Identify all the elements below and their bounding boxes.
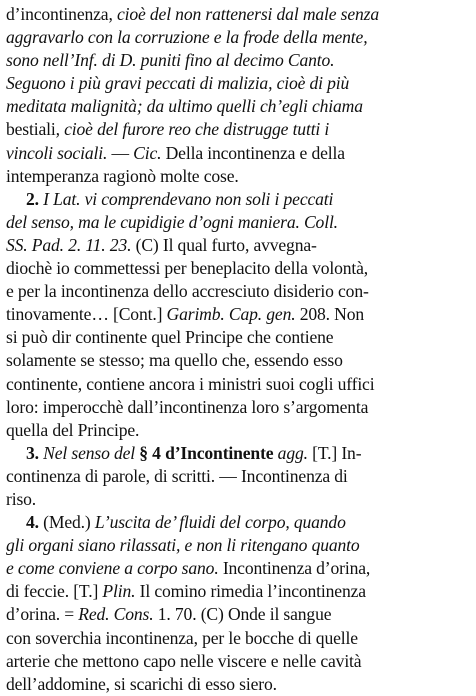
text-segment: SS. Pad. 2. 11. 23.: [6, 234, 132, 255]
text-line: [6, 580, 468, 603]
text-line: [6, 326, 468, 349]
text-segment: 1. 70. (C) Onde il sangue: [153, 604, 332, 625]
text-segment: Seguono i più gravi peccati di malizia, cioè di più: [6, 73, 350, 94]
text-segment: meditata malignità; da ultimo quelli ch’egli chiama: [6, 96, 363, 117]
text-segment: cioè del non rattenersi dal male senza: [116, 4, 380, 24]
text-segment: Nel senso del: [43, 442, 140, 463]
text-segment: intemperanza ragionò molte cose.: [6, 165, 239, 186]
text-line: [6, 396, 468, 419]
text-line: [6, 419, 468, 442]
text-line: [6, 72, 468, 95]
text-segment: [T.] In-: [307, 442, 362, 463]
text-line: [6, 142, 468, 165]
text-line: [6, 673, 468, 696]
text-segment: 2.: [26, 188, 44, 209]
text-segment: I Lat. vi comprendevano non soli i peccati: [43, 188, 334, 209]
text-segment: Red. Cons.: [78, 604, 154, 625]
text-segment: con soverchia incontinenza, per le bocche di quelle: [6, 627, 358, 648]
text-segment: L’uscita de’ fluidi del corpo, quando: [94, 512, 346, 533]
text-segment: arterie che mettono capo nelle viscere e nelle cavità: [6, 650, 362, 671]
text-segment: § 4 d’: [139, 442, 181, 463]
text-line: [6, 373, 468, 396]
text-line: [6, 442, 468, 465]
text-line: [6, 118, 468, 141]
text-line: [6, 49, 468, 72]
text-line: [6, 349, 468, 372]
text-line: [6, 650, 468, 673]
text-segment: e come conviene a corpo sano.: [6, 558, 219, 579]
text-segment: Il comino rimedia l’incontinenza: [135, 581, 366, 602]
text-line: [6, 234, 468, 257]
text-line: [6, 165, 468, 188]
text-segment: riso.: [6, 488, 37, 509]
text-line: [6, 465, 468, 488]
text-segment: del senso, ma le cupidigie d’ogni maniera. Coll.: [6, 211, 338, 232]
text-segment: quella del Principe.: [6, 419, 140, 440]
text-segment: aggravarlo con la corruzione e la frode della mente,: [6, 27, 368, 48]
text-line: [6, 257, 468, 280]
text-line: [6, 26, 468, 49]
text-segment: Plin.: [102, 581, 136, 602]
text-segment: Cic.: [133, 142, 162, 163]
text-segment: di feccie. [T.]: [6, 581, 103, 602]
text-segment: Garimb. Cap. gen.: [166, 304, 296, 325]
text-segment: (C) Il qual furto, avvegna-: [131, 234, 317, 255]
text-segment: gli organi siano rilassati, e non li ritengano quanto: [6, 535, 360, 556]
text-segment: (Med.): [43, 512, 95, 533]
text-segment: tinovamente… [Cont.]: [6, 304, 167, 325]
text-segment: 4.: [26, 512, 44, 533]
text-line: [6, 603, 468, 626]
text-segment: continente, contiene ancora i ministri suoi cogli uffici: [6, 373, 375, 394]
text-segment: e per la incontinenza dello accresciuto disiderio con-: [6, 281, 369, 302]
text-segment: dell’addomine, si scarichi di esso siero.: [6, 673, 277, 694]
text-segment: 208. Non: [295, 304, 365, 325]
text-line: [6, 534, 468, 557]
text-line: [6, 488, 468, 511]
text-line: [6, 188, 468, 211]
text-line: [6, 211, 468, 234]
text-segment: agg.: [273, 442, 308, 463]
text-segment: , cioè del furore reo che distrugge tutti i: [55, 119, 330, 140]
text-segment: —: [111, 142, 134, 163]
text-segment: sono nell’Inf. di D. puniti fino al decimo Canto.: [6, 50, 335, 71]
text-segment: loro: imperocchè dall’incontinenza loro s’argomenta: [6, 396, 369, 417]
text-line: [6, 280, 468, 303]
text-segment: si può dir continente quel Principe che contiene: [6, 327, 334, 348]
text-line: [6, 511, 468, 534]
text-line: [6, 303, 468, 326]
text-segment: d’orina. =: [6, 604, 79, 625]
text-segment: d’incontinenza,: [6, 4, 117, 24]
text-segment: vincoli sociali.: [6, 142, 112, 163]
text-segment: Incontinenza d’orina,: [218, 558, 371, 579]
text-line: [6, 557, 468, 580]
text-segment: bestiali: [6, 119, 56, 140]
text-segment: Della incontinenza e della: [161, 142, 345, 163]
text-line: [6, 95, 468, 118]
text-segment: 3.: [26, 442, 44, 463]
text-segment: Incontinente: [180, 442, 274, 463]
text-segment: diochè io commettessi per beneplacito della volontà,: [6, 258, 369, 279]
text-segment: solamente se stesso; ma quello che, essendo esso: [6, 350, 343, 371]
text-segment: continenza di parole, di scritti. — Incontinenza di: [6, 465, 348, 486]
text-line: [6, 627, 468, 650]
text-line: [6, 3, 468, 26]
